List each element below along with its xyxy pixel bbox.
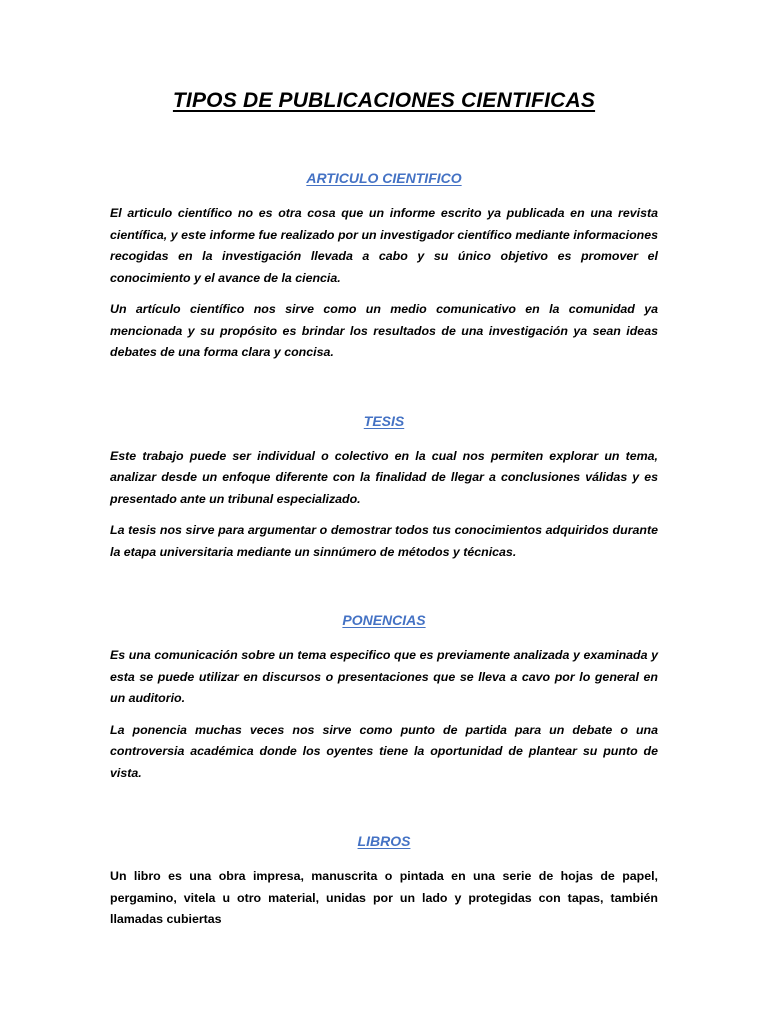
paragraph-ponencias-1: Es una comunicación sobre un tema especifico que es previamente analizada y examinada y esta se puede utilizar en discursos o presentaciones que se lleva a cavo por lo general en un auditorio. [110,648,658,705]
paragraph-libros-1: Un libro es una obra impresa, manuscrita o pintada en una serie de hojas de papel, pergamino, vitela u otro material, unidas por un lado y protegidas con tapas, también llamadas cubiertas [110,869,658,926]
section-heading-articulo: ARTICULO CIENTIFICO [306,170,462,186]
paragraph-ponencias-2: La ponencia muchas veces nos sirve como punto de partida para un debate o una controversia académica donde los oyentes tiene la oportunidad de plantear su punto de vista. [110,722,658,780]
section-heading-tesis: TESIS [363,412,405,429]
paragraph-tesis-2: La tesis nos sirve para argumentar o demostrar todos tus conocimientos adquiridos durante la etapa universitaria mediante un sinnúmero de métodos y técnicas. [110,523,658,559]
paragraph-articulo-2: Un artículo científico nos sirve como un medio comunicativo en la comunidad ya mencionada y su propósito es brindar los resultados de una investigación ya sean ideas debates de una forma clara y concisa. [110,302,658,359]
paragraph-tesis-1: Este trabajo puede ser individual o colectivo en la cual nos permiten explorar un tema, analizar desde un enfoque diferente con la finalidad de llegar a conclusiones válidas y es presentado ante un tribunal especializado. [110,448,658,506]
section-heading-ponencias: PONENCIAS [342,612,426,628]
section-heading-libros: LIBROS [357,833,411,849]
document-title: TIPOS DE PUBLICACIONES CIENTIFICAS [172,89,596,112]
paragraph-articulo-1: El articulo científico no es otra cosa que un informe escrito ya publicada en una revista científica, y este informe fue realizado por un investigador científico mediante informaciones recogidas en la investigación llevada a cabo y su único objetivo es promover el conocimiento y el avance de la ciencia. [110,206,658,285]
document-page [110,86,658,931]
